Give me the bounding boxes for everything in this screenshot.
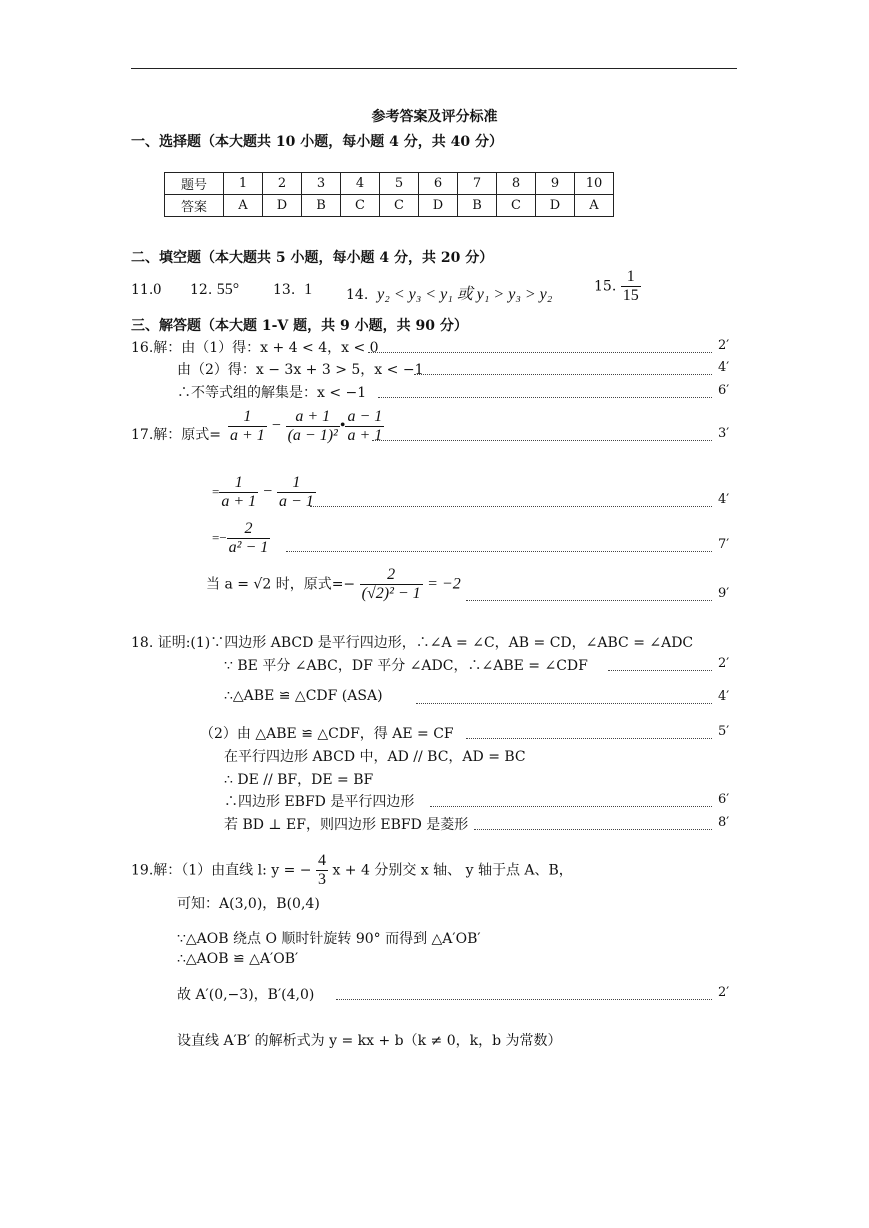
q17-step4 xyxy=(206,566,461,603)
page-title: 参考答案及评分标准 xyxy=(371,109,498,125)
denominator: (√2)² − 1 xyxy=(361,585,421,602)
answer-number: 13. xyxy=(273,282,296,298)
q18-line8: 若 BD ⊥ EF，则四边形 EBFD 是菱形 xyxy=(224,817,469,833)
table-cell: C xyxy=(380,195,419,217)
leader-dots xyxy=(608,670,712,671)
leader-dots xyxy=(286,551,712,552)
row-label-answer: 答案 xyxy=(165,195,224,217)
table-cell: 2 xyxy=(263,173,302,195)
score: 4′ xyxy=(718,689,730,704)
q17-expression: $\frac{1}{a + 1}$ − $\frac{a + 1}{\text{(a − 1)²}}$ • $\frac{a - 1}{a + 1}$ xyxy=(230,408,383,444)
numerator: a − 1 xyxy=(347,408,383,425)
numerator: 2 xyxy=(227,520,271,539)
table-cell: 10 xyxy=(575,173,614,195)
step-text: 19.解：（1）由直线 l: y = − xyxy=(131,862,312,879)
answer-number: 11. xyxy=(131,282,154,298)
answer-value: 0 xyxy=(153,281,162,298)
section2-heading: 二、填空题（本大题共 5 小题，每小题 4 分，共 20 分） xyxy=(131,250,494,266)
leader-dots xyxy=(368,352,712,353)
section1-heading: 一、选择题（本大题共 10 小题，每小题 4 分，共 40 分） xyxy=(131,134,503,150)
leader-dots xyxy=(336,999,712,1000)
score: 4′ xyxy=(718,360,730,375)
leader-dots xyxy=(430,806,712,807)
score: 7′ xyxy=(718,537,730,552)
score: 9′ xyxy=(718,586,730,601)
score: 2′ xyxy=(718,656,730,671)
fraction xyxy=(621,268,641,305)
table-cell: D xyxy=(419,195,458,217)
answer-table xyxy=(164,172,614,217)
score: 6′ xyxy=(718,383,730,398)
header-rule xyxy=(131,68,737,69)
numerator: a + 1 xyxy=(286,408,340,427)
q16-line2: 由（2）得：x − 3x + 3 > 5，x < −1 xyxy=(177,362,424,378)
table-cell: C xyxy=(341,195,380,217)
fraction xyxy=(219,474,258,511)
answer-14 xyxy=(346,281,552,304)
table-cell: 3 xyxy=(302,173,341,195)
denominator: a² − 1 xyxy=(228,539,269,556)
table-cell: 9 xyxy=(536,173,575,195)
q19-line6: 设直线 A′B′ 的解析式为 y = kx + b（k ≠ 0，k，b 为常数） xyxy=(177,1033,562,1049)
leader-dots xyxy=(310,506,712,507)
leader-dots xyxy=(466,600,712,601)
answer-11 xyxy=(131,281,161,299)
q18-line4: （2）由 △ABE ≌ △CDF，得 AE = CF xyxy=(200,726,454,742)
answer-12 xyxy=(190,281,239,299)
answer-value: 55° xyxy=(216,281,240,298)
section3-heading: 三、解答题（本大题 1-V 题，共 9 小题，共 90 分） xyxy=(131,318,468,334)
table-cell: 4 xyxy=(341,173,380,195)
leader-dots xyxy=(372,440,712,441)
q19-line1 xyxy=(131,852,573,889)
q18-line3: ∴△ABE ≌ △CDF (ASA) xyxy=(224,688,383,704)
table-cell: B xyxy=(302,195,341,217)
score: 2′ xyxy=(718,985,730,1000)
answer-value: 1 xyxy=(304,281,313,298)
leader-dots xyxy=(416,703,712,704)
table-cell: C xyxy=(497,195,536,217)
answer-15 xyxy=(594,268,641,305)
q18-line5: 在平行四边形 ABCD 中，AD // BC，AD = BC xyxy=(224,749,526,765)
numerator: 2 xyxy=(360,566,423,585)
fraction xyxy=(286,408,340,445)
denominator: a + 1 xyxy=(221,493,257,510)
table-cell: A xyxy=(575,195,614,217)
leader-dots xyxy=(474,829,712,830)
fraction xyxy=(360,566,423,603)
denominator: a + 1 xyxy=(347,427,383,444)
table-cell: D xyxy=(263,195,302,217)
table-row xyxy=(165,173,614,195)
q17-step3: =− $\frac{2}{\text{a² − 1}}$ xyxy=(212,520,269,556)
fraction xyxy=(227,520,271,557)
fraction xyxy=(228,408,267,445)
score: 6′ xyxy=(718,792,730,807)
table-cell: D xyxy=(536,195,575,217)
q18-line1: 18. 证明:(1)∵四边形 ABCD 是平行四边形，∴∠A = ∠C，AB = CD，∠ABC = ∠ADC xyxy=(131,635,694,651)
denominator: (a − 1)² xyxy=(287,427,338,444)
numerator: 4 xyxy=(318,852,326,869)
answer-number: 15. xyxy=(594,278,617,295)
table-cell: B xyxy=(458,195,497,217)
answer-number: 12. xyxy=(190,282,213,298)
q18-line2: ∵ BE 平分 ∠ABC，DF 平分 ∠ADC，∴∠ABE = ∠CDF xyxy=(224,658,588,674)
numerator: 1 xyxy=(228,408,267,427)
step-result: = −2 xyxy=(427,575,461,593)
table-cell: A xyxy=(224,195,263,217)
leader-dots xyxy=(466,738,712,739)
q19-line5: 故 A′(0,−3)，B′(4,0) xyxy=(177,987,315,1003)
q18-line6: ∴ DE // BF，DE = BF xyxy=(224,772,374,788)
denominator: 3 xyxy=(318,871,326,888)
numerator: 1 xyxy=(277,474,316,493)
answer-number: 14. xyxy=(346,287,369,303)
denominator: a + 1 xyxy=(230,427,265,444)
score: 2′ xyxy=(718,338,730,353)
q19-line4: ∴△AOB ≌ △A′OB′ xyxy=(177,951,299,967)
numerator: 1 xyxy=(219,474,258,493)
fraction xyxy=(316,852,328,889)
table-cell: 7 xyxy=(458,173,497,195)
q16-line1: 16.解：由（1）得：x + 4 < 4，x < 0 xyxy=(131,340,379,356)
score: 5′ xyxy=(718,724,730,739)
q17-step2: = $\frac{1}{a + 1}$ − $\frac{1}{a - 1}$ xyxy=(212,474,314,510)
denominator: 15 xyxy=(622,287,639,304)
leader-dots xyxy=(378,397,712,398)
score: 8′ xyxy=(718,815,730,830)
row-label-question: 题号 xyxy=(165,173,224,195)
q18-line7: ∴四边形 EBFD 是平行四边形 xyxy=(224,794,415,810)
q19-line3: ∵△AOB 绕点 O 顺时针旋转 90° 而得到 △A′OB′ xyxy=(177,931,481,947)
q17-label: 17.解：原式= xyxy=(131,427,221,443)
step-text: 当 a = √2 时，原式=− xyxy=(206,576,356,593)
table-cell: 8 xyxy=(497,173,536,195)
table-cell: 5 xyxy=(380,173,419,195)
leader-dots xyxy=(414,374,712,375)
answer-13 xyxy=(273,281,312,299)
score: 4′ xyxy=(718,492,730,507)
step-text: x + 4 分别交 x 轴、 y 轴于点 A、B， xyxy=(332,862,573,879)
answer-value: y₂ < y₃ < y₁ 或 y₁ > y₃ > y₂ xyxy=(377,286,553,303)
q19-line2: 可知：A(3,0)，B(0,4) xyxy=(177,896,320,912)
score: 3′ xyxy=(718,426,730,441)
table-cell: 1 xyxy=(224,173,263,195)
table-row xyxy=(165,195,614,217)
q16-line3: ∴不等式组的解集是：x < −1 xyxy=(177,385,367,401)
numerator: 1 xyxy=(621,268,641,287)
denominator: a − 1 xyxy=(278,493,314,510)
table-cell: 6 xyxy=(419,173,458,195)
